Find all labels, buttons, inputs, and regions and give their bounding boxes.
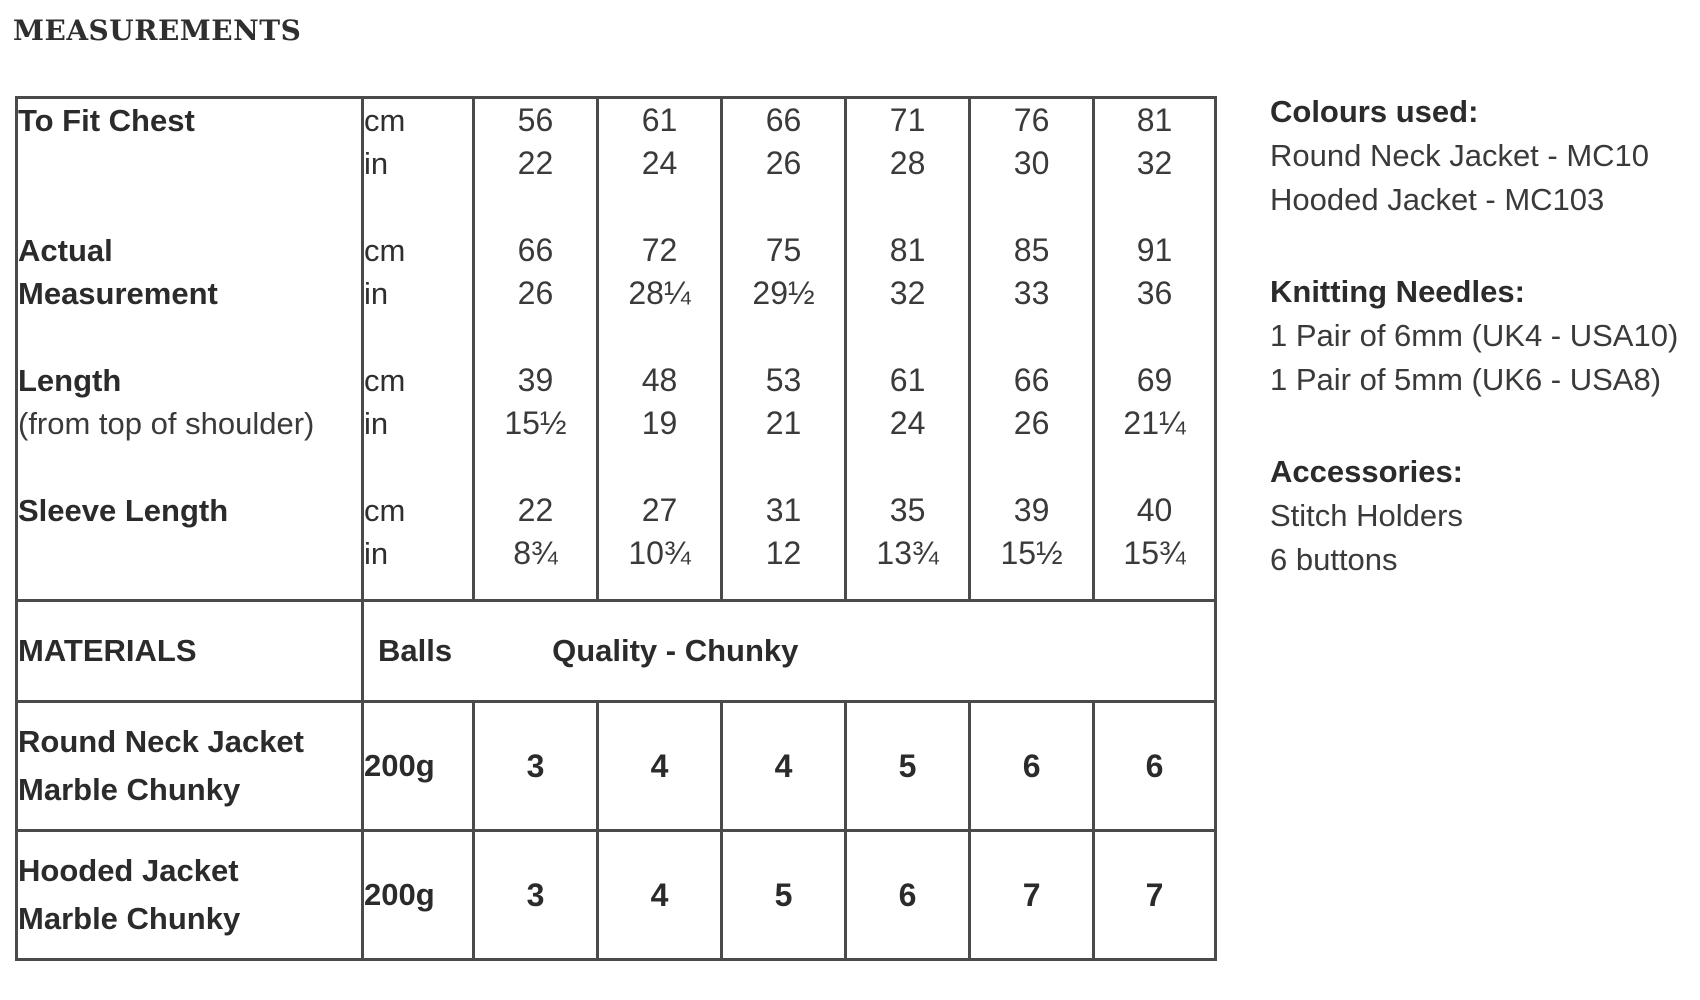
value-cell: 53 bbox=[765, 362, 802, 398]
materials-header-cell bbox=[362, 601, 1215, 702]
value-cell: 85 bbox=[1013, 232, 1050, 268]
needles-section bbox=[1270, 270, 1690, 402]
value-cell: 28¼ bbox=[628, 275, 691, 311]
value-cell: 22 bbox=[517, 145, 554, 181]
needle-line: 1 Pair of 5mm (UK6 - USA8) bbox=[1270, 362, 1662, 397]
value-cell: 76 bbox=[1013, 102, 1050, 138]
value-cell: 36 bbox=[1136, 275, 1173, 311]
yarn-label bbox=[17, 702, 363, 831]
ball-count: 4 bbox=[597, 831, 721, 960]
measurements-table bbox=[15, 96, 1217, 961]
ball-count: 5 bbox=[722, 831, 846, 960]
value-cell: 12 bbox=[765, 535, 802, 571]
ball-count: 7 bbox=[1094, 831, 1216, 960]
value-cell: 35 bbox=[889, 492, 926, 528]
unit-cm: cm bbox=[363, 233, 406, 268]
value-cell: 31 bbox=[765, 492, 802, 528]
value-cell: 15¾ bbox=[1123, 535, 1186, 571]
measurement-label: Actual bbox=[18, 233, 113, 268]
ball-count: 3 bbox=[473, 831, 597, 960]
ball-count: 3 bbox=[473, 702, 597, 831]
ball-count: 4 bbox=[597, 702, 721, 831]
value-cell: 48 bbox=[641, 362, 678, 398]
ball-count: 6 bbox=[846, 831, 970, 960]
value-cell: 69 bbox=[1136, 362, 1173, 398]
balls-label: Balls bbox=[377, 633, 453, 668]
ball-count: 4 bbox=[722, 702, 846, 831]
value-cell: 39 bbox=[1013, 492, 1050, 528]
measurement-label: Length bbox=[18, 363, 122, 398]
ball-weight: 200g bbox=[362, 831, 473, 960]
value-cell: 66 bbox=[1013, 362, 1050, 398]
size-column bbox=[846, 98, 970, 601]
yarn-name: Marble Chunky bbox=[18, 901, 241, 936]
value-cell: 26 bbox=[517, 275, 554, 311]
value-cell: 30 bbox=[1013, 145, 1050, 181]
value-cell: 26 bbox=[1013, 405, 1050, 441]
value-cell: 33 bbox=[1013, 275, 1050, 311]
measurement-label: Sleeve Length bbox=[18, 493, 229, 528]
needles-heading: Knitting Needles: bbox=[1270, 274, 1525, 309]
value-cell: 32 bbox=[889, 275, 926, 311]
value-cell: 19 bbox=[641, 405, 678, 441]
ball-count: 6 bbox=[1094, 702, 1216, 831]
size-column bbox=[1094, 98, 1216, 601]
needle-line: 1 Pair of 6mm (UK4 - USA10) bbox=[1270, 318, 1679, 353]
value-cell: 61 bbox=[889, 362, 926, 398]
unit-in: in bbox=[363, 406, 389, 441]
value-cell: 15½ bbox=[1000, 535, 1063, 571]
ball-count: 7 bbox=[970, 831, 1094, 960]
measurement-label: To Fit Chest bbox=[18, 103, 195, 138]
value-cell: 66 bbox=[765, 102, 802, 138]
pattern-notes bbox=[1270, 90, 1690, 630]
value-cell: 28 bbox=[889, 145, 926, 181]
size-column bbox=[597, 98, 721, 601]
value-cell: 26 bbox=[765, 145, 802, 181]
yarn-row bbox=[17, 702, 1216, 831]
unit-cm: cm bbox=[363, 363, 406, 398]
value-cell: 91 bbox=[1136, 232, 1173, 268]
value-cell: 13¾ bbox=[876, 535, 939, 571]
unit-cm: cm bbox=[363, 493, 406, 528]
value-cell: 27 bbox=[641, 492, 678, 528]
yarn-row bbox=[17, 831, 1216, 960]
measurement-labels bbox=[17, 98, 363, 601]
accessory-line: Stitch Holders bbox=[1270, 498, 1463, 533]
value-cell: 81 bbox=[1136, 102, 1173, 138]
measurements-block bbox=[17, 98, 1216, 601]
unit-cm: cm bbox=[363, 103, 406, 138]
value-cell: 10¾ bbox=[628, 535, 691, 571]
value-cell: 75 bbox=[765, 232, 802, 268]
measurement-sublabel: (from top of shoulder) bbox=[18, 406, 315, 441]
value-cell: 24 bbox=[889, 405, 926, 441]
value-cell: 56 bbox=[517, 102, 554, 138]
ball-count: 5 bbox=[846, 702, 970, 831]
garment-name: Round Neck Jacket bbox=[18, 724, 304, 759]
colours-heading: Colours used: bbox=[1270, 94, 1479, 129]
size-column bbox=[722, 98, 846, 601]
value-cell: 29½ bbox=[752, 275, 815, 311]
value-cell: 15½ bbox=[504, 405, 567, 441]
colours-section bbox=[1270, 90, 1690, 222]
value-cell: 40 bbox=[1136, 492, 1173, 528]
yarn-name: Marble Chunky bbox=[18, 772, 241, 807]
colour-line: Hooded Jacket - MC103 bbox=[1270, 182, 1605, 217]
value-cell: 81 bbox=[889, 232, 926, 268]
size-column bbox=[970, 98, 1094, 601]
value-cell: 24 bbox=[641, 145, 678, 181]
value-cell: 39 bbox=[517, 362, 554, 398]
unit-in: in bbox=[363, 276, 389, 311]
ball-count: 6 bbox=[970, 702, 1094, 831]
value-cell: 72 bbox=[641, 232, 678, 268]
quality-label: Quality - Chunky bbox=[552, 633, 799, 668]
yarn-label bbox=[17, 831, 363, 960]
page-title: MEASUREMENTS bbox=[13, 14, 302, 47]
materials-title: MATERIALS bbox=[17, 601, 363, 702]
value-cell: 32 bbox=[1136, 145, 1173, 181]
size-column bbox=[473, 98, 597, 601]
value-cell: 21 bbox=[765, 405, 802, 441]
unit-column bbox=[362, 98, 473, 601]
accessories-section bbox=[1270, 450, 1690, 582]
unit-in: in bbox=[363, 536, 389, 571]
accessories-heading: Accessories: bbox=[1270, 454, 1464, 489]
colour-line: Round Neck Jacket - MC10 bbox=[1270, 138, 1650, 173]
unit-in: in bbox=[363, 146, 389, 181]
accessory-line: 6 buttons bbox=[1270, 542, 1398, 577]
materials-header-row bbox=[17, 601, 1216, 702]
value-cell: 71 bbox=[889, 102, 926, 138]
value-cell: 21¼ bbox=[1123, 405, 1186, 441]
value-cell: 61 bbox=[641, 102, 678, 138]
value-cell: 66 bbox=[517, 232, 554, 268]
measurement-sublabel: Measurement bbox=[18, 276, 218, 311]
ball-weight: 200g bbox=[362, 702, 473, 831]
value-cell: 22 bbox=[517, 492, 554, 528]
value-cell: 8¾ bbox=[513, 535, 558, 571]
garment-name: Hooded Jacket bbox=[18, 853, 239, 888]
